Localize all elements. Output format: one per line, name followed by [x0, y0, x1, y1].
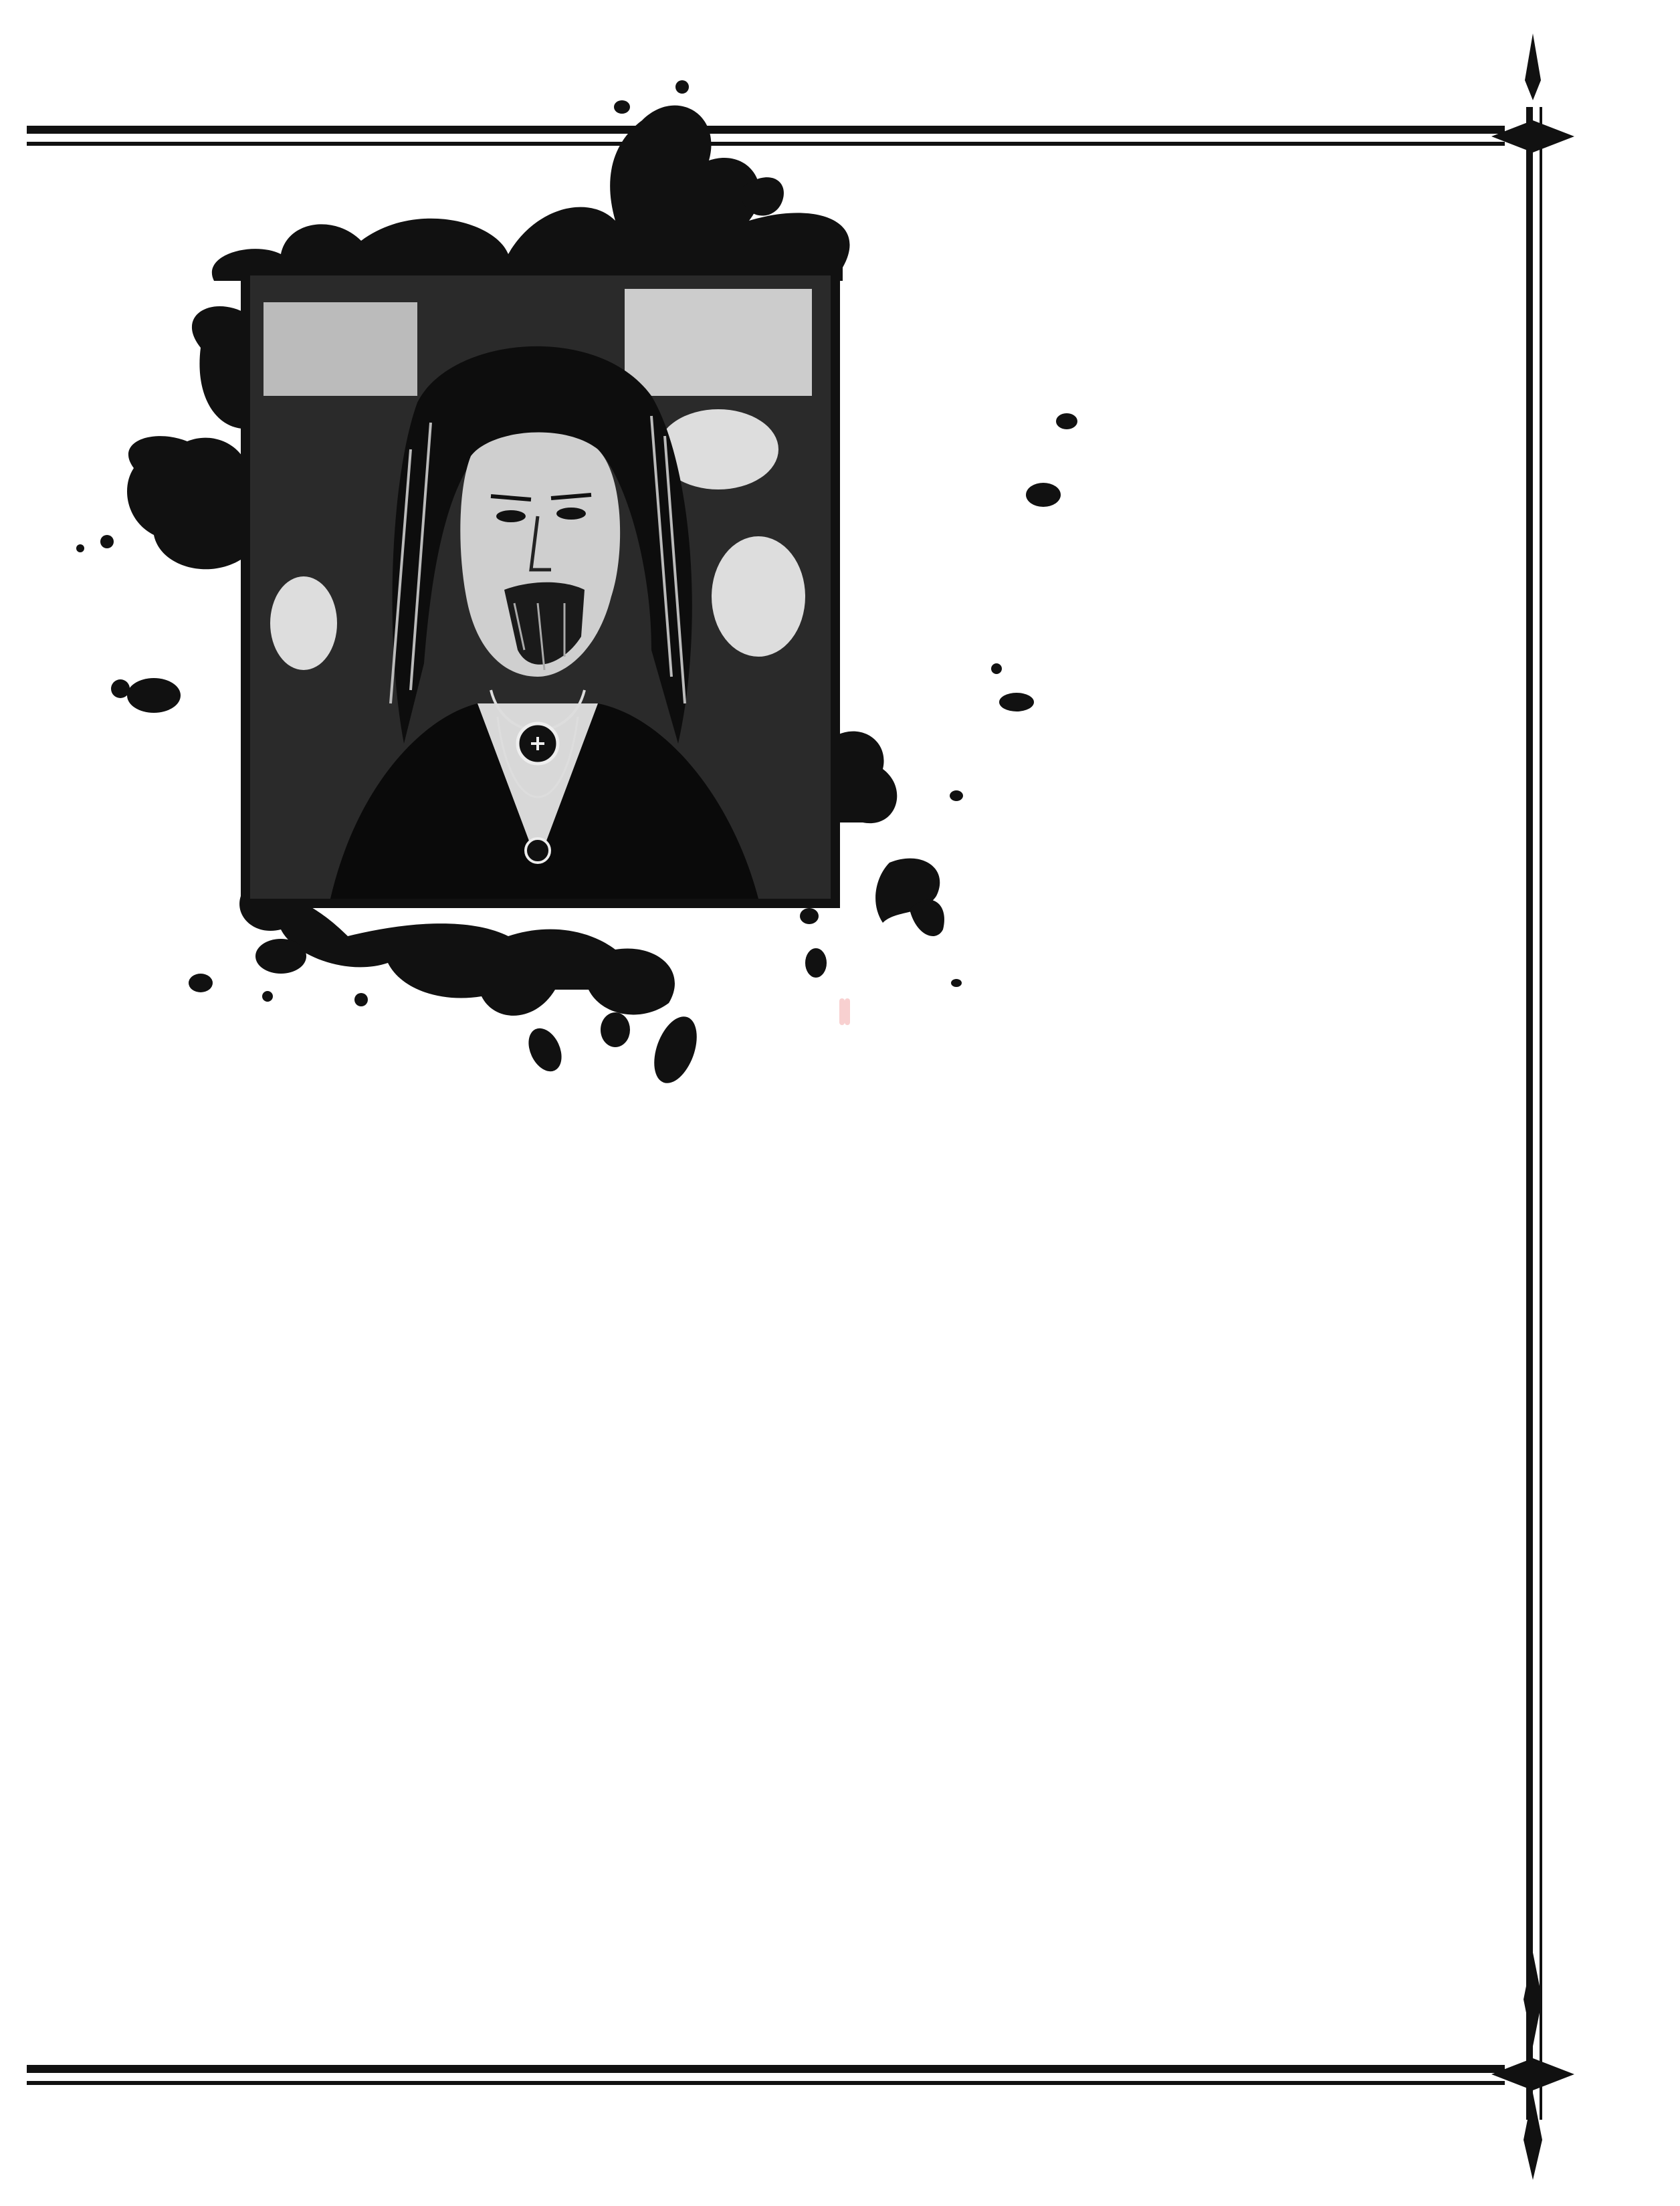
left-column-body [142, 1038, 788, 1044]
highlight-thaumaturgy [845, 998, 850, 1025]
disciplines [839, 995, 1491, 1029]
traits-block [839, 995, 1491, 1029]
portrait-illustration [241, 266, 840, 908]
desoto-portrait [250, 275, 831, 899]
highlight-dark-thaumaturgy [839, 998, 845, 1025]
